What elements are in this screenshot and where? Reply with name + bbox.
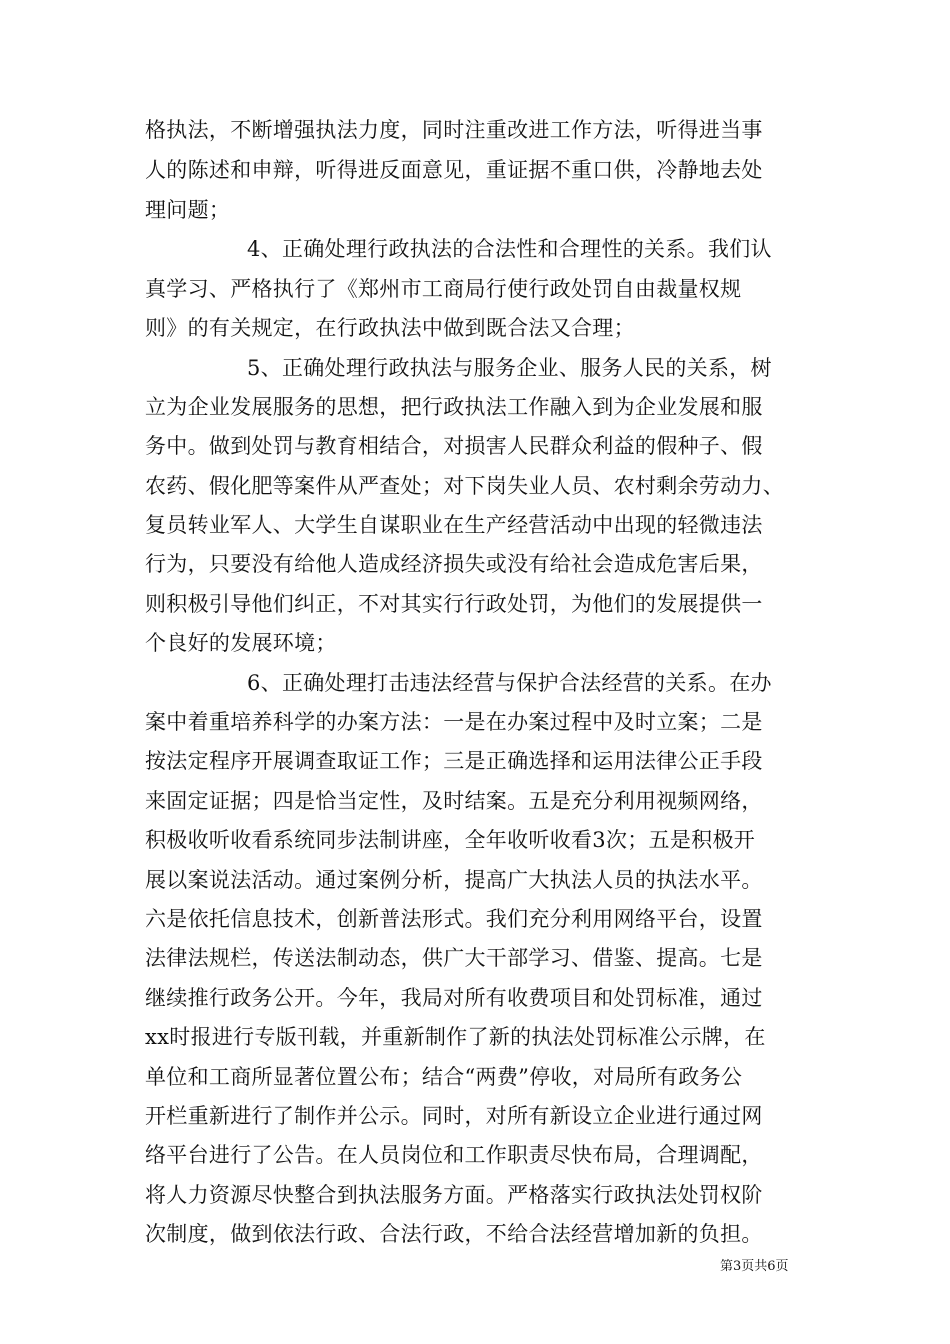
text-line: 案中着重培养科学的办案方法：一是在办案过程中及时立案；二是: [145, 710, 763, 734]
text-line: 开栏重新进行了制作并公示。同时，对所有新设立企业进行通过网: [145, 1104, 763, 1128]
text-line: 按法定程序开展调查取证工作；三是正确选择和运用法律公正手段: [145, 749, 763, 773]
text-line: 展以案说法活动。通过案例分析，提高广大执法人员的执法水平。: [145, 868, 763, 892]
text-line: 将人力资源尽快整合到执法服务方面。严格落实行政执法处罚权阶: [145, 1183, 763, 1207]
text-line: 理问题；: [145, 198, 231, 222]
text-line: 则积极引导他们纠正，不对其实行行政处罚，为他们的发展提供一: [145, 592, 763, 616]
text-line: 务中。做到处罚与教育相结合，对损害人民群众利益的假种子、假: [145, 434, 763, 458]
text-line: 络平台进行了公告。在人员岗位和工作职责尽快布局，合理调配，: [145, 1143, 763, 1167]
text-line: 次制度，做到依法行政、合法行政，不给合法经营增加新的负担。: [145, 1222, 763, 1246]
text-line: 复员转业军人、大学生自谋职业在生产经营活动中出现的轻微违法: [145, 513, 763, 537]
text-line: 格执法，不断增强执法力度，同时注重改进工作方法，听得进当事: [145, 118, 763, 142]
text-line: 则》的有关规定，在行政执法中做到既合法又合理；: [145, 316, 635, 340]
text-line: 农药、假化肥等案件从严查处；对下岗失业人员、农村剩余劳动力、: [145, 474, 784, 498]
text-line: 单位和工商所显著位置公布；结合“两费”停收，对局所有政务公: [145, 1065, 743, 1089]
paragraph-4-first-line: 4、正确处理行政执法的合法性和合理性的关系。我们认: [247, 237, 772, 261]
text-line: 六是依托信息技术，创新普法形式。我们充分利用网络平台，设置: [145, 907, 763, 931]
text-line: 来固定证据；四是恰当定性，及时结案。五是充分利用视频网络，: [145, 789, 763, 813]
text-line: 立为企业发展服务的思想，把行政执法工作融入到为企业发展和服: [145, 395, 763, 419]
text-line: 人的陈述和申辩，听得进反面意见，重证据不重口供，冷静地去处: [145, 158, 763, 182]
text-line: 真学习、严格执行了《郑州市工商局行使行政处罚自由裁量权规: [145, 277, 742, 301]
text-line: 法律法规栏，传送法制动态，供广大干部学习、借鉴、提高。七是: [145, 946, 763, 970]
text-line: 行为，只要没有给他人造成经济损失或没有给社会造成危害后果，: [145, 552, 763, 576]
text-line: 积极收听收看系统同步法制讲座，全年收听收看3次；五是积极开: [145, 828, 756, 852]
paragraph-5-first-line: 5、正确处理行政执法与服务企业、服务人民的关系，树: [247, 356, 772, 380]
paragraph-6-first-line: 6、正确处理打击违法经营与保护合法经营的关系。在办: [247, 671, 772, 695]
text-line: 个良好的发展环境；: [145, 631, 337, 655]
page-number: 第3页共6页: [720, 1259, 789, 1274]
text-line: 继续推行政务公开。今年，我局对所有收费项目和处罚标准，通过: [145, 986, 763, 1010]
text-line: xx时报进行专版刊载，并重新制作了新的执法处罚标准公示牌，在: [145, 1025, 766, 1049]
